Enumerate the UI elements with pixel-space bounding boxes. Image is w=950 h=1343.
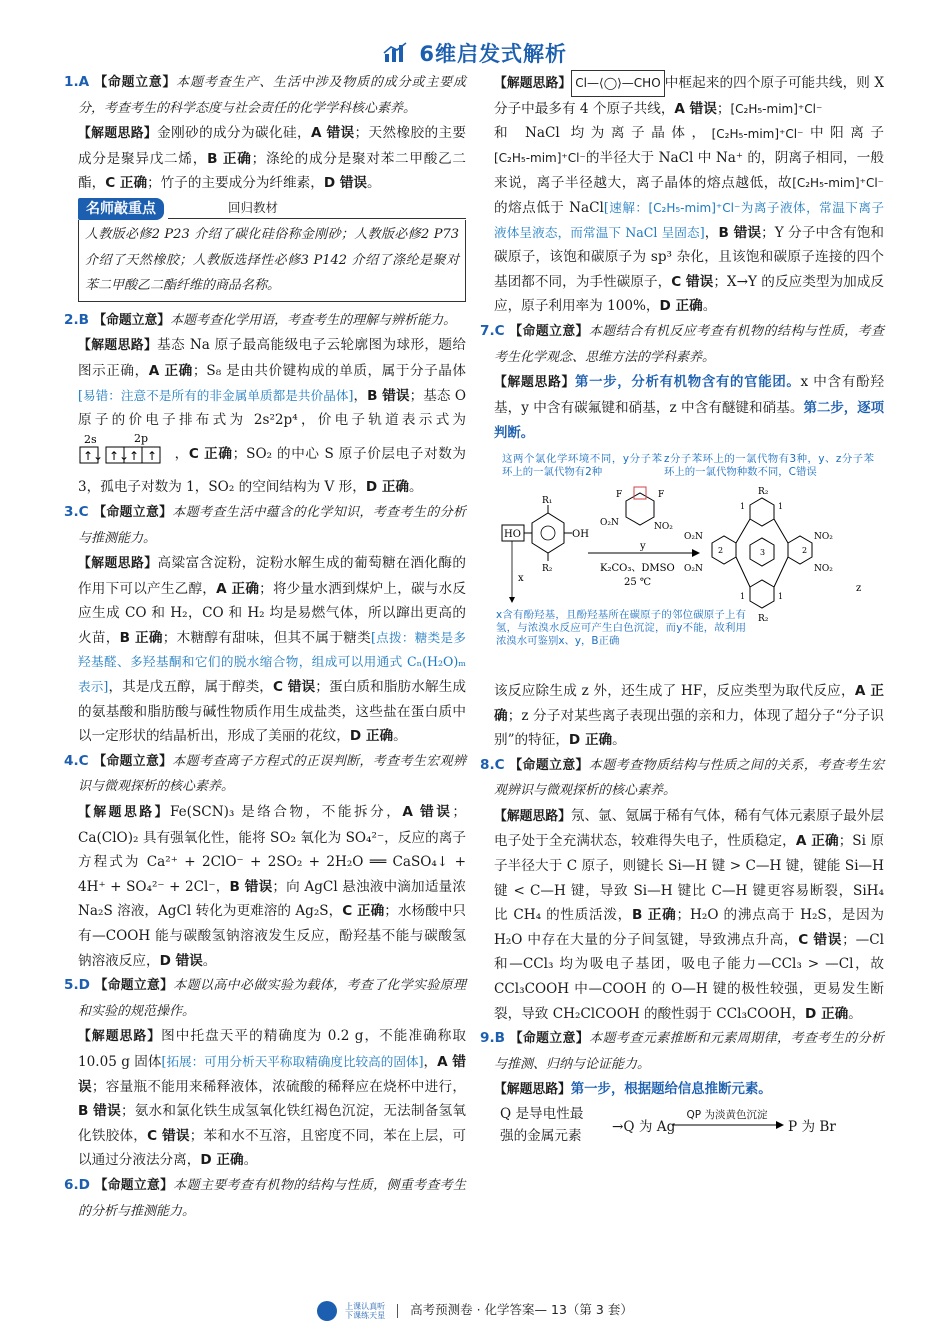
text-segment: ；氨水和氯化铁生成氢氧化铁红褐色沉淀，无法制备氢氧化铁胶体，	[78, 1103, 467, 1144]
text-segment: ，	[423, 1053, 438, 1070]
text-segment: C 错误	[273, 679, 316, 696]
right-column	[480, 70, 885, 1151]
text-segment: 的熔点低于 NaCl	[494, 199, 604, 216]
svg-text:R₂: R₂	[758, 613, 769, 624]
text-segment: 【解题思路】	[494, 808, 571, 824]
text-segment: ，	[353, 387, 368, 404]
text-segment: ；水杨酸中只有—COOH 能与碳酸氢钠溶液发生反应，酚羟基不能与碳酸氢钠溶液反应，	[78, 903, 466, 969]
text-segment: D 错误	[323, 175, 368, 192]
text-segment: [拓展：可用分析天平称取精确度比较高的固体]	[161, 1053, 424, 1069]
text-segment: ；木糖醇有甜味，但其不属于糖类	[162, 629, 371, 646]
text-segment: 第二步，逐项判断。	[494, 400, 885, 442]
text-segment: 。	[243, 1152, 258, 1169]
text-segment: 【解题思路】	[494, 1082, 571, 1098]
annotation-z: z分子苯环上的一氯代物有3种，y、z分子苯环上的一氯代物种数不同，C错误	[664, 452, 874, 478]
text-segment: [易错：注意不是所有的非金属单质都是共价晶体]	[78, 387, 354, 403]
text-segment: 本题考查元素推断和元素周期律，考查考生的分析与推测、归纳与论证能力。	[494, 1031, 884, 1072]
text-segment: A 正确	[216, 580, 260, 597]
page-title: 6维启发式解析	[419, 42, 567, 66]
text-segment: 6.D	[64, 1176, 90, 1193]
svg-text:2: 2	[802, 545, 808, 555]
text-segment: ，	[704, 224, 719, 241]
annotation-x: x含有酚羟基，且酚羟基所在碳原子的邻位碳原子上有氢，与浓溴水反应可产生白色沉淀，而y不能，故利用浓溴水可鉴别x、y，B正确	[496, 608, 746, 647]
text-segment: 为离子液体，常温下离子液体呈液态，而常温下 NaCl 呈固态]	[494, 199, 885, 240]
flow-result-p: P 为 Br	[788, 1119, 836, 1136]
text-segment: 【解题思路】	[494, 375, 576, 391]
key-point-header	[78, 198, 466, 220]
svg-text:R₂: R₂	[758, 486, 769, 497]
reaction-condition-1: K₂CO₃、DMSO	[600, 562, 675, 574]
text-segment: 本题考查生活中蕴含的化学知识，考查考生的分析与推测能力。	[78, 504, 466, 546]
reaction-condition-2: 25 ℃	[624, 576, 652, 588]
text-segment: 本题考查化学用语，考查考生的理解与辨析能力。	[170, 312, 457, 328]
text-segment: ；基态 O 原子的价电子排布式为 2s²2p⁴，价电子轨道表示式为	[78, 387, 467, 429]
text-segment: [点拨：糖类是多羟基醛、多羟基酮和它们的脱水缩合物，组成可以用通式 Cₙ(H₂O)ₘ 表示]	[78, 629, 467, 695]
text-segment: A 错误	[310, 125, 355, 142]
text-segment: 【命题立意】	[509, 1031, 590, 1047]
text-segment: 【命题立意】	[509, 757, 589, 773]
answer-item-2	[64, 308, 467, 500]
text-segment: 。	[409, 479, 423, 496]
flow-arrow	[672, 1119, 784, 1131]
text-segment: 【命题立意】	[94, 1177, 174, 1193]
text-segment: 中阳离子	[803, 125, 885, 142]
text-segment: C 正确	[188, 445, 233, 462]
text-segment: D 正确	[349, 728, 394, 745]
orbital-diagram	[78, 433, 174, 476]
text-segment: ；竹子的主要成分为纤维素，	[147, 175, 324, 192]
text-segment: ；H₂O 的沸点高于 H₂S，是因为 H₂O 中存在大量的分子间氢键，导致沸点升高，	[494, 907, 884, 948]
text-segment: C 错误	[671, 273, 714, 290]
text-segment: B 正确	[631, 907, 677, 924]
text-segment: 该反应除生成 z 外，还生成了 HF，反应类型为取代反应，	[494, 682, 855, 699]
text-segment: 和 NaCl 均为离子晶体，	[494, 125, 712, 142]
text-segment: 【解题思路】	[78, 556, 158, 572]
text-segment: ；z 分子对某些离子表现出强的亲和力，体现了超分子“分子识别”的特征，	[494, 707, 884, 749]
text-segment: ，其是戊五醇，属于醇类，	[108, 679, 274, 696]
text-segment: 第一步，分析有机物含有的官能团。	[575, 375, 801, 391]
ionic-liquid-structure: [C₂H₅-mim]⁺Cl⁻	[648, 200, 741, 215]
text-segment: ；S₈ 是由共价键构成的单质，属于分子晶体	[192, 362, 466, 379]
text-segment: Q 是导电性最	[500, 1106, 584, 1123]
svg-text:↑↓: ↑↓	[109, 448, 130, 463]
text-segment: 人教版必修2 P23 介绍了碳化硅俗称金刚砂；人教版必修2 P73 介绍了天然橡胶；人教版选择性必修3 P142 介绍了涤纶是聚对苯二甲酸乙二酯纤维的商品名称。	[85, 226, 459, 294]
ionic-liquid-structure: [C₂H₅-mim]⁺Cl⁻	[711, 126, 804, 141]
text-segment: 8.C	[480, 756, 505, 773]
text-segment: 1.A	[64, 74, 90, 90]
answer-item-3	[64, 500, 467, 749]
left-column	[64, 70, 467, 1224]
answer-item-9	[480, 1026, 884, 1151]
text-segment: 本题考查离子方程式的正误判断，考查考生宏观辨识与微观探析的核心素养。	[78, 753, 466, 795]
svg-text:R₂: R₂	[542, 563, 553, 574]
text-segment: 强的金属元素	[500, 1128, 582, 1145]
key-point-subtitle: 回归教材	[168, 198, 466, 219]
svg-text:1: 1	[778, 591, 784, 601]
page-header	[0, 38, 950, 68]
svg-text:NO₂: NO₂	[654, 521, 673, 532]
text-segment: 氖、氩、氪属于稀有气体，稀有气体元素原子最外层电子处于全充满状态，较难得失电子，性质稳定，	[494, 807, 885, 850]
text-segment: 本题以高中必做实验为载体，考查了化学实验原理和实验的规范操作。	[78, 978, 466, 1019]
text-segment: ；—Cl 和—CCl₃ 均为吸电子基团，吸电子能力—CCl₃ > —Cl，故 CCl₃COOH 中—COOH 的 O—H 键的极性较强，更易发生断裂，导致 CH₂ClCOOH 的酸性弱于 CCl₃COOH，	[494, 931, 884, 1022]
ionic-liquid-structure: [C₂H₅-mim]⁺Cl⁻	[792, 176, 884, 191]
answer-item-6	[64, 1173, 466, 1224]
text-segment: 。	[202, 952, 217, 969]
text-segment: B 正确	[207, 150, 252, 167]
orbital-2p-label: 2p	[134, 432, 149, 445]
text-segment: 。	[702, 298, 717, 315]
svg-text:↑: ↑	[129, 448, 140, 463]
answer-item-8	[480, 753, 885, 1027]
svg-text:R₁: R₁	[542, 495, 553, 506]
imidazolium-cation-structure: [C₂H₅-mim]⁺Cl⁻	[494, 151, 586, 166]
svg-text:1: 1	[740, 501, 746, 511]
text-segment: 【解题思路】	[78, 1029, 162, 1045]
text-segment: 9.B	[480, 1030, 505, 1047]
text-segment: 。	[393, 728, 407, 745]
svg-text:2: 2	[718, 545, 724, 555]
text-segment: ；天然橡胶的主要成分是聚异戊二烯，	[78, 125, 467, 167]
text-segment: 7.C	[480, 322, 505, 339]
text-segment: ；Ca(ClO)₂ 具有强氧化性，能将 SO₂ 氧化为 SO₄²⁻，反应的离子方程式为 Ca²⁺ + 2ClO⁻ + 2SO₂ + 2H₂O ══ CaSO₄↓ + 4H⁺ + SO₄²⁻ + 2Cl⁻，	[78, 804, 467, 895]
text-segment: 下课练天星	[345, 1310, 386, 1320]
page-footer	[0, 1300, 950, 1321]
svg-text:3: 3	[760, 547, 766, 557]
svg-text:1: 1	[740, 591, 746, 601]
svg-text:O₂N: O₂N	[684, 563, 703, 574]
label-y: y	[640, 540, 646, 552]
brand-logo-icon	[317, 1301, 337, 1321]
text-segment: ；X→Y 的反应类型为加成反应，原子利用率为 100%，	[494, 273, 884, 315]
text-segment: 高粱富含淀粉，淀粉水解生成的葡萄糖在酒化酶的作用下可以产生乙醇，	[78, 555, 467, 597]
text-segment: D 正确	[659, 298, 703, 315]
text-segment: ；Y 分子中含有饱和碳原子，该饱和碳原子为 sp³ 杂化，且该饱和碳原子连接的四个基团都不同，为手性碳原子，	[494, 224, 885, 290]
text-segment: 本题主要考查有机物的结构与性质，侧重考查考生的分析与推测能力。	[78, 1177, 466, 1219]
text-segment: B 错误	[78, 1103, 121, 1120]
text-segment: C 错误	[798, 931, 843, 948]
text-segment: A 错误	[402, 804, 453, 821]
text-segment: 中框起来的四个原子可能共线，则 X 分子中最多有 4 个原子共线，	[494, 74, 885, 117]
answer-item-7	[480, 319, 885, 753]
annotation-y: 这两个氯化学环境不同，y分子苯环上的一氯代物有2种	[502, 452, 662, 478]
text-segment: ；向 AgCl 悬浊液中滴加适量浓 Na₂S 溶液，AgCl 转化为更难溶的 Ag₂S，	[78, 878, 466, 920]
text-segment: 。	[848, 1005, 862, 1022]
text-segment: D 正确	[200, 1152, 244, 1169]
text-segment: 5.D	[64, 977, 90, 994]
text-segment: A 正确	[494, 682, 884, 724]
text-segment: 。	[367, 175, 381, 192]
text-segment: ；苯和水不互溶，且密度不同，苯在上层，可以通过分液法分离，	[78, 1127, 467, 1169]
text-segment: 4.C	[64, 752, 89, 769]
flow-condition	[500, 1103, 583, 1147]
text-segment: 本题考查物质结构与性质之间的关系，考查考生宏观辨识与微观探析的核心素养。	[494, 757, 884, 799]
text-segment: C 正确	[105, 175, 148, 192]
chlorobenzaldehyde-structure: Cl—⟨◯⟩—CHO	[571, 70, 664, 97]
flow-result-q: →Q 为 Ag	[612, 1119, 676, 1136]
text-segment: 基态 Na 原子最高能级电子云轮廓图为球形，题给图示正确，	[78, 337, 467, 379]
svg-text:O₂N: O₂N	[684, 531, 703, 542]
text-segment: 。	[612, 732, 626, 749]
text-segment: D 正确	[365, 479, 410, 496]
text-segment: A 错误	[674, 100, 717, 117]
orbital-2s-label: 2s	[84, 432, 97, 446]
footer-text: 高考预测卷 · 化学答案— 13（第 3 套）	[410, 1302, 633, 1317]
answer-item-4	[64, 749, 467, 973]
text-segment: 【命题立意】	[93, 312, 171, 328]
text-segment: 【命题立意】	[94, 75, 177, 90]
text-segment: ；	[716, 100, 731, 117]
text-segment: B 错误	[367, 387, 410, 404]
inference-flow	[494, 1103, 884, 1151]
footer-divider	[397, 1304, 398, 1318]
text-segment: D 错误	[159, 952, 203, 969]
svg-text:OH: OH	[572, 528, 589, 540]
text-segment: ；将少量水洒到煤炉上，碳与水反应生成 CO 和 H₂，CO 和 H₂ 均是易燃气体，所以蹿出更高的火苗，	[78, 580, 467, 646]
text-segment: C 正确	[342, 903, 385, 920]
text-segment: D 正确	[805, 1005, 849, 1022]
text-segment: ；SO₂ 的中心 S 原子价层电子对数为 3，孤电子对数为 1，SO₂ 的空间结构为 V 形，	[78, 445, 467, 496]
text-segment: Fe(SCN)₃ 是络合物，不能拆分，	[169, 804, 403, 821]
text-segment: 【命题立意】	[509, 323, 589, 339]
text-segment: ；Si 原子半径大于 C 原子，则键长 Si—H 键 > C—H 键，键能 Si—H 键 < C—H 键，导致 Si—H 键比 C—H 键更容易断裂，SiH₄ 比 CH₄ 的性质活泼，	[494, 833, 884, 924]
text-segment: ；蛋白质和脂肪水解生成的氨基酸和脂肪酸与碱性物质作用生成盐类，这些盐在蛋白质中以一定形状的结晶析出，形成了美丽的花纹，	[78, 679, 467, 745]
text-segment: B 错误	[718, 224, 762, 241]
text-segment: 第一步，根据题给信息推断元素。	[570, 1082, 772, 1098]
label-z: z	[856, 582, 862, 594]
text-segment: 【解题思路】	[78, 805, 170, 821]
text-segment: 本题考查生产、生活中涉及物质的成分或主要成分，考查考生的科学态度与社会责任的化学学科核心素养。	[78, 75, 467, 116]
key-point-box	[78, 220, 466, 302]
answer-item-5	[64, 973, 467, 1173]
brand-slogan	[345, 1302, 385, 1320]
text-segment: 【命题立意】	[94, 978, 174, 994]
text-segment: D 正确	[568, 732, 613, 749]
text-segment: ，	[174, 445, 189, 462]
text-segment: 本题结合有机反应考查有机物的结构与性质，考查考生化学观念、思维方法的学科素养。	[494, 323, 884, 365]
answer-item-1	[64, 70, 467, 302]
text-segment: A 正确	[795, 833, 839, 850]
text-segment: 图中托盘天平的精确度为 0.2 g，不能准确称取 10.05 g 固体	[78, 1028, 467, 1070]
text-segment: 上课认真听	[345, 1301, 386, 1311]
svg-text:NO₂: NO₂	[814, 531, 833, 542]
reaction-scheme	[488, 449, 884, 677]
ionic-liquid-structure: [C₂H₅-mim]⁺Cl⁻	[730, 101, 823, 116]
text-segment: 【命题立意】	[93, 504, 173, 520]
text-segment: ；容量瓶不能用来稀释液体，浓硫酸的稀释应在烧杯中进行，	[91, 1078, 467, 1095]
text-segment: 【解题思路】	[78, 338, 158, 354]
text-segment: A 错误	[78, 1053, 467, 1095]
text-segment: 2.B	[64, 311, 89, 328]
answer-item-6-continued	[494, 70, 884, 319]
svg-text:HO: HO	[504, 528, 521, 540]
text-segment: 3.C	[64, 503, 89, 520]
text-segment: x 中含有酚羟基，y 中含有碳氟键和硝基，z 中含有醚键和硝基。	[494, 374, 885, 416]
svg-text:F: F	[658, 489, 665, 500]
text-segment: [速解：	[603, 199, 649, 215]
svg-text:NO₂: NO₂	[814, 563, 833, 574]
svg-text:↑↓: ↑↓	[83, 448, 104, 463]
text-segment: 【解题思路】	[78, 126, 158, 142]
text-segment: C 错误	[147, 1127, 190, 1144]
text-segment: ；涤纶的成分是聚对苯二甲酸乙二酯，	[78, 150, 467, 192]
flow-arrow-label: QP 为淡黄色沉淀	[686, 1109, 768, 1122]
text-segment: 【解题思路】	[494, 75, 572, 91]
svg-text:↑: ↑	[147, 448, 158, 463]
text-segment: 【命题立意】	[93, 753, 173, 769]
chart-icon	[383, 42, 409, 64]
svg-text:1: 1	[778, 501, 784, 511]
text-segment: B 错误	[229, 878, 273, 895]
key-point-title: 名师敲重点	[78, 198, 164, 220]
text-segment: B 正确	[119, 629, 163, 646]
svg-text:O₂N: O₂N	[600, 517, 619, 528]
text-segment: 的半径大于 NaCl 中 Na⁺ 的，阴离子相同，一般来说，离子半径越大，离子晶体的熔点越低，故	[494, 150, 884, 191]
text-segment: 金刚砂的成分为碳化硅，	[157, 125, 311, 142]
svg-text:F: F	[616, 489, 623, 500]
text-segment: A 正确	[148, 362, 193, 379]
label-x: x	[518, 572, 524, 584]
